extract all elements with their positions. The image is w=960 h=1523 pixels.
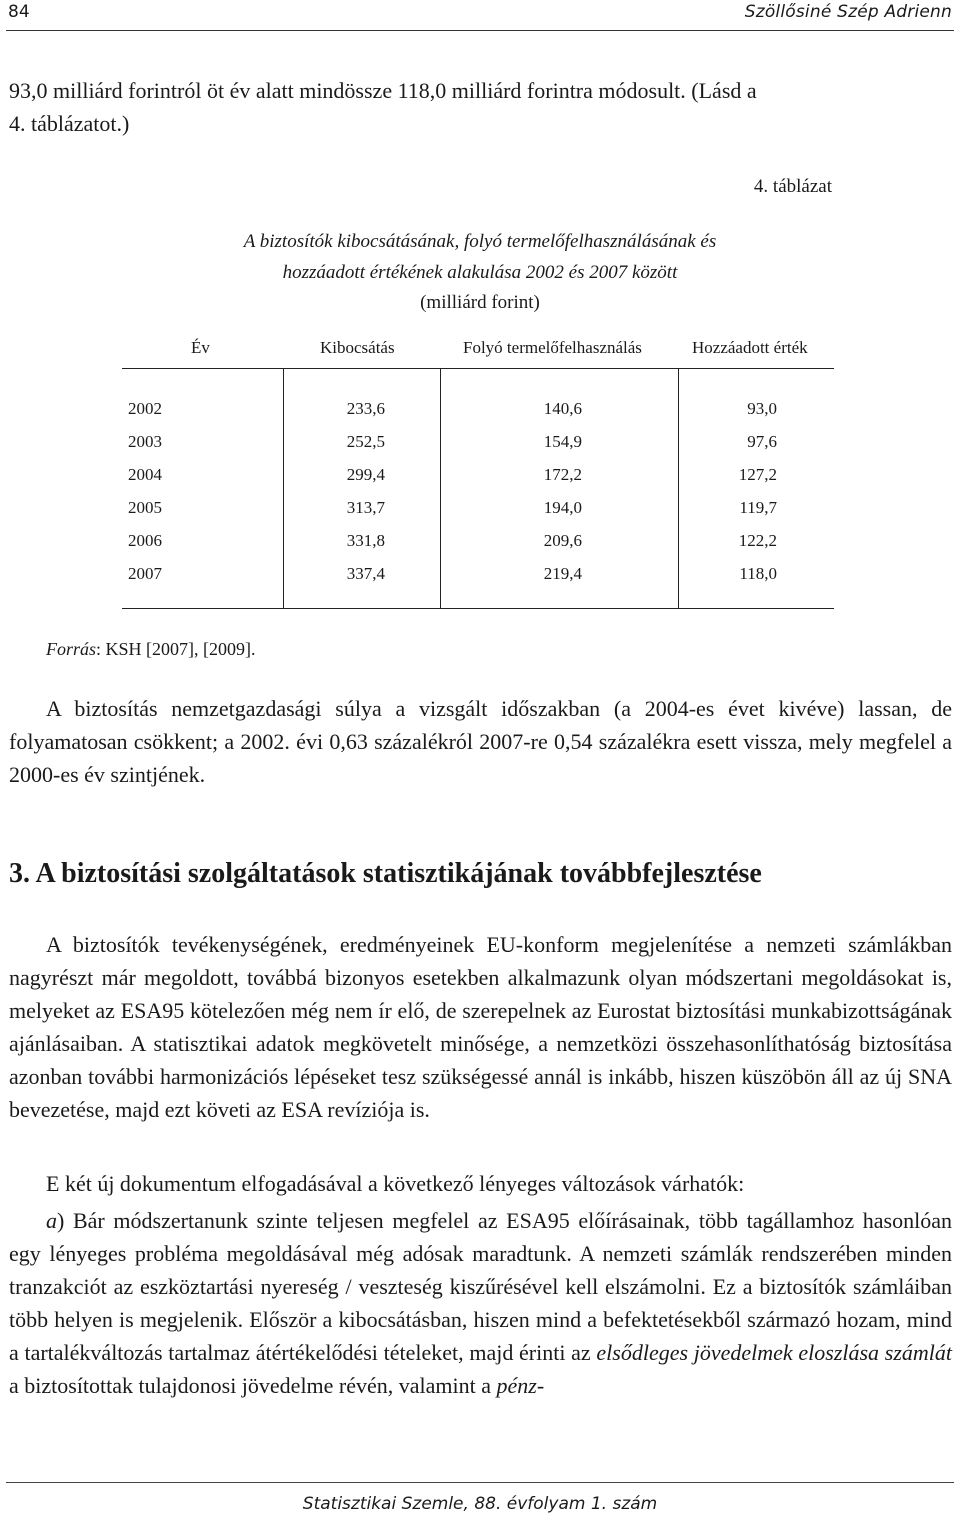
- col-header-intermediate: Folyó termelőfelhasználás: [463, 338, 642, 357]
- source-label: Forrás: [46, 639, 97, 659]
- page-number: 84: [8, 2, 30, 22]
- cell-value-added: 97,6: [747, 432, 777, 451]
- table-label: 4. táblázat: [753, 176, 832, 197]
- section-heading: 3. A biztosítási szolgáltatások statisztikájának továbbfejlesztése: [9, 858, 762, 889]
- cell-year: 2005: [128, 498, 162, 517]
- cell-year: 2004: [128, 465, 162, 484]
- change-a-text-2: a biztosítottak tulajdonosi jövedelme révén, valamint a: [9, 1373, 497, 1398]
- change-a-text-1: ) Bár módszertanunk szinte teljesen megfelel az ESA95 előírásainak, több tagállamhoz hasonlóan egy lényeges probléma megoldásával még adósak maradtunk. A nemzeti számlák rendszerében minden tranzakciót az eszköztartási nyereség / veszteség kiszűrésével kell elszámolni. Ez a biztosítók számláiban több helyen is megjelenik. Először a kibocsátásban, hiszen mind a befektetésekből származó hozam, mind a tartalékváltozás tartalmaz átértékelődési tételeket, majd érinti az: [9, 1208, 952, 1365]
- cell-value-added: 122,2: [738, 531, 777, 550]
- cell-year: 2003: [128, 432, 162, 451]
- footer-rule: [6, 1482, 954, 1483]
- intro-line-1: 93,0 milliárd forintról öt év alatt mindössze 118,0 milliárd forintra módosult. (Lásd a: [9, 78, 757, 103]
- paragraph-change-a: [9, 1204, 952, 1402]
- table-source: [46, 639, 256, 660]
- table-column-divider: [440, 369, 441, 609]
- cell-intermediate: 140,6: [543, 399, 582, 418]
- table-bottom-rule: [122, 608, 834, 609]
- page-header: [0, 0, 960, 32]
- cell-value-added: 119,7: [739, 498, 777, 517]
- running-author: Szöllősiné Szép Adrienn: [744, 2, 952, 22]
- table-title-line-2: hozzáadott értékének alakulása 2002 és 2007 között: [282, 262, 678, 283]
- cell-intermediate: 209,6: [543, 531, 582, 550]
- cell-value-added: 93,0: [747, 399, 777, 418]
- paragraph-changes-intro: E két új dokumentum elfogadásával a következő lényeges változások várhatók:: [46, 1171, 745, 1196]
- table-header-rule: [122, 368, 834, 369]
- cell-output: 313,7: [346, 498, 385, 517]
- cell-output: 252,5: [346, 432, 385, 451]
- journal-footer: Statisztikai Szemle, 88. évfolyam 1. szám: [302, 1494, 658, 1514]
- cell-intermediate: 154,9: [543, 432, 582, 451]
- col-header-year: Év: [191, 338, 210, 357]
- paragraph-eu-conform: A biztosítók tevékenységének, eredményeinek EU-konform megjelenítése a nemzeti számlákban nagyrészt már megoldott, továbbá bizonyos esetekben alkalmazunk olyan módszertani megoldásokat is, melyeket az ESA95 kötelezően még nem ír elő, de szerepelnek az Eurostat biztosítási munkabizottságának ajánlásaiban. A statisztikai adatok megkövetelt minősége, a nemzetközi összehasonlíthatóság biztosítása azonban további harmonizációs lépéseket tesz szükségessé annál is inkább, hiszen küszöbön áll az új SNA bevezetése, majd ezt követi az ESA revíziója is.: [9, 932, 952, 1122]
- emphasis-primary-income: elsődleges jövedelmek eloszlása számlát: [596, 1340, 952, 1365]
- cell-intermediate: 219,4: [543, 564, 582, 583]
- cell-output: 337,4: [346, 564, 385, 583]
- table-column-divider: [678, 369, 679, 609]
- intro-line-2: 4. táblázatot.): [9, 111, 130, 136]
- cell-value-added: 118,0: [739, 564, 777, 583]
- cell-year: 2002: [128, 399, 162, 418]
- cell-output: 331,8: [346, 531, 385, 550]
- col-header-output: Kibocsátás: [320, 338, 395, 357]
- cell-output: 233,6: [346, 399, 385, 418]
- cell-intermediate: 194,0: [543, 498, 582, 517]
- cell-year: 2006: [128, 531, 162, 550]
- paragraph-weight: A biztosítás nemzetgazdasági súlya a vizsgált időszakban (a 2004-es évet kivéve) lassan, de folyamatosan csökkent; a 2002. évi 0,63 százalékról 2007-re 0,54 százalékra esett vissza, mely megfelel a 2000-es év szintjének.: [9, 696, 952, 787]
- col-header-value-added: Hozzáadott érték: [692, 338, 808, 357]
- cell-year: 2007: [128, 564, 162, 583]
- header-rule: [6, 30, 954, 31]
- emphasis-financial: pénz-: [496, 1373, 545, 1398]
- source-text: : KSH [2007], [2009].: [96, 639, 256, 659]
- table-unit: (milliárd forint): [420, 292, 540, 313]
- cell-value-added: 127,2: [738, 465, 777, 484]
- cell-output: 299,4: [346, 465, 385, 484]
- cell-intermediate: 172,2: [543, 465, 582, 484]
- table-column-divider: [283, 369, 284, 609]
- table-title-line-1: A biztosítók kibocsátásának, folyó termelőfelhasználásának és: [243, 231, 717, 252]
- list-marker-a: a: [46, 1208, 57, 1233]
